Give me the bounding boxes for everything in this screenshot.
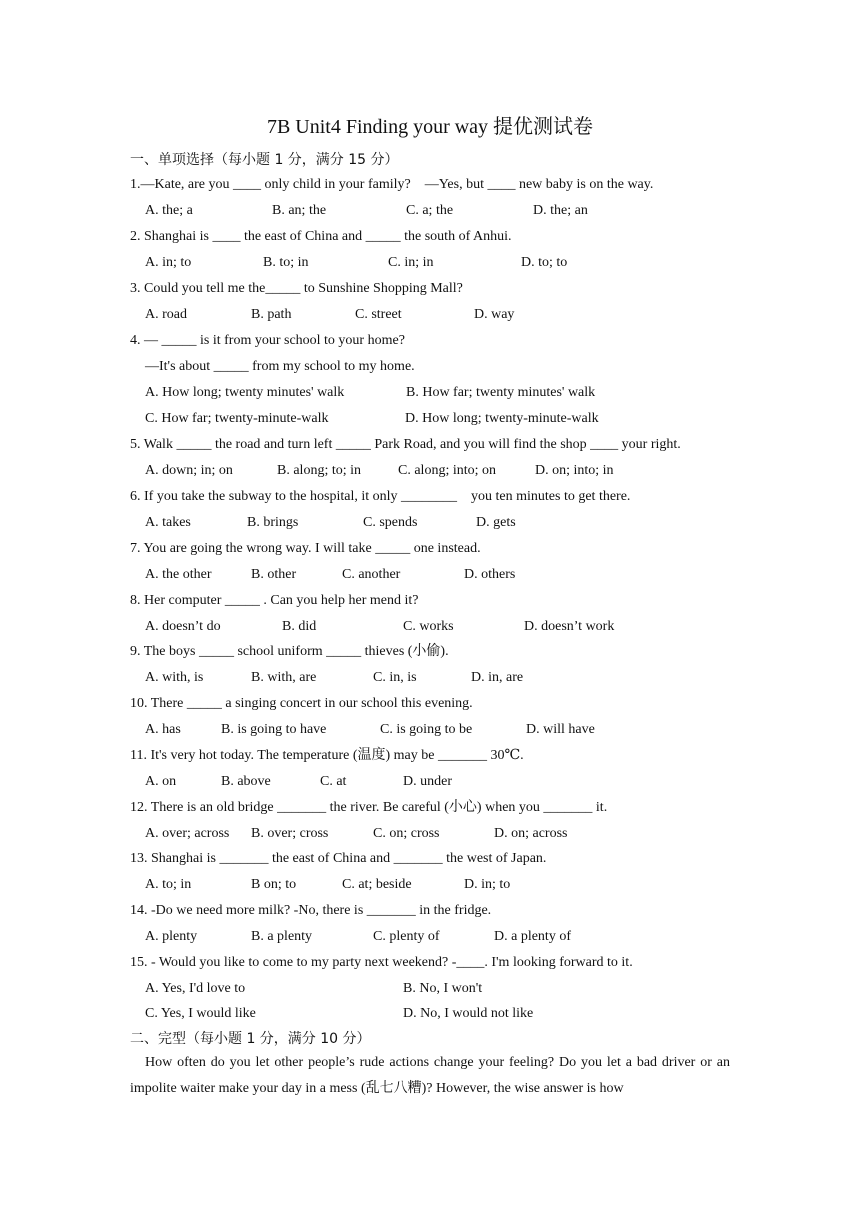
- question-stem: 14. -Do we need more milk? -No, there is _______ in the fridge.: [130, 903, 492, 918]
- option-a: A. the; a: [145, 203, 193, 218]
- cloze-passage: How often do you let other people’s rude actions change your feeling? Do you let a bad driver or an impolite waiter make your day in a mess (乱七八糟)? However, the wise answer is how: [130, 1055, 730, 1096]
- option-d: D. the; an: [533, 203, 588, 218]
- option-c: C. in; in: [388, 255, 434, 270]
- option-c: C. plenty of: [373, 929, 440, 944]
- option-b: B. along; to; in: [277, 463, 361, 478]
- question-options: [145, 253, 745, 273]
- question-stem: 7. You are going the wrong way. I will take _____ one instead.: [130, 541, 481, 556]
- question-stem: 9. The boys _____ school uniform _____ thieves (小偷).: [130, 644, 449, 659]
- question-options: [145, 513, 745, 533]
- option-a: A. the other: [145, 567, 212, 582]
- question-stem: 2. Shanghai is ____ the east of China and _____ the south of Anhui.: [130, 229, 512, 244]
- option-d: D. gets: [476, 515, 516, 530]
- section-heading-single-choice: 一、单项选择（每小题 1 分，满分 15 分）: [130, 152, 399, 168]
- question-options: [145, 979, 745, 999]
- question-options: [145, 1004, 745, 1024]
- option-a: A. How long; twenty minutes' walk: [145, 385, 345, 400]
- option-c: C. works: [403, 619, 454, 634]
- option-c: C. How far; twenty-minute-walk: [145, 411, 329, 426]
- question-stem: 4. — _____ is it from your school to your home?: [130, 333, 405, 348]
- question-options: [145, 201, 745, 221]
- option-b: B. is going to have: [221, 722, 327, 737]
- option-d: D. on; into; in: [535, 463, 614, 478]
- question-options: [145, 824, 745, 844]
- option-c: C. in, is: [373, 670, 417, 685]
- section-heading-cloze: 二、完型（每小题 1 分，满分 10 分）: [130, 1031, 371, 1047]
- question-options: [145, 565, 745, 585]
- option-b: B. No, I won't: [403, 981, 483, 996]
- option-a: A. plenty: [145, 929, 198, 944]
- question-stem: 5. Walk _____ the road and turn left _____ Park Road, and you will find the shop ____ your right.: [130, 437, 681, 452]
- question-options: [145, 305, 745, 325]
- question-options: [145, 720, 745, 740]
- option-a: A. takes: [145, 515, 191, 530]
- question-options: [145, 461, 745, 481]
- question-stem: 10. There _____ a singing concert in our school this evening.: [130, 696, 473, 711]
- question-stem: 3. Could you tell me the_____ to Sunshine Shopping Mall?: [130, 281, 463, 296]
- question-options: [145, 383, 745, 403]
- option-b: B. How far; twenty minutes' walk: [406, 385, 596, 400]
- option-a: A. doesn’t do: [145, 619, 221, 634]
- option-a: A. in; to: [145, 255, 192, 270]
- question-stem: 1.—Kate, are you ____ only child in your family? —Yes, but ____ new baby is on the way.: [130, 177, 654, 192]
- question-options: [145, 409, 745, 429]
- option-b: B. did: [282, 619, 317, 634]
- option-c: C. at; beside: [342, 877, 412, 892]
- option-a: A. on: [145, 774, 177, 789]
- question-options: [145, 927, 745, 947]
- option-b: B. a plenty: [251, 929, 313, 944]
- option-c: C. another: [342, 567, 401, 582]
- option-a: A. Yes, I'd love to: [145, 981, 246, 996]
- question-stem: 11. It's very hot today. The temperature (温度) may be _______ 30℃.: [130, 748, 524, 763]
- option-d: D. How long; twenty-minute-walk: [405, 411, 599, 426]
- option-b: B. brings: [247, 515, 299, 530]
- option-c: C. spends: [363, 515, 418, 530]
- question-stem: 6. If you take the subway to the hospital, it only ________ you ten minutes to get there.: [130, 489, 631, 504]
- option-c: C. is going to be: [380, 722, 473, 737]
- option-d: D. others: [464, 567, 516, 582]
- question-stem: 13. Shanghai is _______ the east of China and _______ the west of Japan.: [130, 851, 547, 866]
- question-options: [145, 772, 745, 792]
- option-b: B. path: [251, 307, 292, 322]
- option-d: D. doesn’t work: [524, 619, 615, 634]
- option-b: B. other: [251, 567, 297, 582]
- question-options: [145, 875, 745, 895]
- option-a: A. to; in: [145, 877, 192, 892]
- option-a: A. with, is: [145, 670, 204, 685]
- question-stem: 15. - Would you like to come to my party next weekend? -____. I'm looking forward to it.: [130, 955, 633, 970]
- option-b: B on; to: [251, 877, 297, 892]
- option-b: B. an; the: [272, 203, 327, 218]
- option-d: D. in, are: [471, 670, 524, 685]
- question-options: [145, 668, 745, 688]
- option-b: B. above: [221, 774, 271, 789]
- option-c: C. Yes, I would like: [145, 1006, 256, 1021]
- option-c: C. at: [320, 774, 347, 789]
- option-d: D. a plenty of: [494, 929, 571, 944]
- option-c: C. along; into; on: [398, 463, 496, 478]
- option-c: C. street: [355, 307, 402, 322]
- question-options: [145, 617, 745, 637]
- option-d: D. in; to: [464, 877, 511, 892]
- option-a: A. down; in; on: [145, 463, 233, 478]
- option-c: C. a; the: [406, 203, 454, 218]
- option-d: D. to; to: [521, 255, 568, 270]
- option-d: D. way: [474, 307, 515, 322]
- question-stem-continued: —It's about _____ from my school to my home.: [145, 359, 415, 374]
- option-d: D. will have: [526, 722, 595, 737]
- option-b: B. to; in: [263, 255, 309, 270]
- option-a: A. road: [145, 307, 187, 322]
- option-b: B. with, are: [251, 670, 317, 685]
- question-stem: 8. Her computer _____ . Can you help her mend it?: [130, 593, 419, 608]
- question-stem: 12. There is an old bridge _______ the river. Be careful (小心) when you _______ it.: [130, 800, 608, 815]
- option-a: A. over; across: [145, 826, 230, 841]
- option-d: D. on; across: [494, 826, 568, 841]
- option-c: C. on; cross: [373, 826, 440, 841]
- option-a: A. has: [145, 722, 181, 737]
- option-d: D. under: [403, 774, 452, 789]
- page-title: 7B Unit4 Finding your way 提优测试卷: [266, 116, 594, 138]
- option-b: B. over; cross: [251, 826, 329, 841]
- option-d: D. No, I would not like: [403, 1006, 534, 1021]
